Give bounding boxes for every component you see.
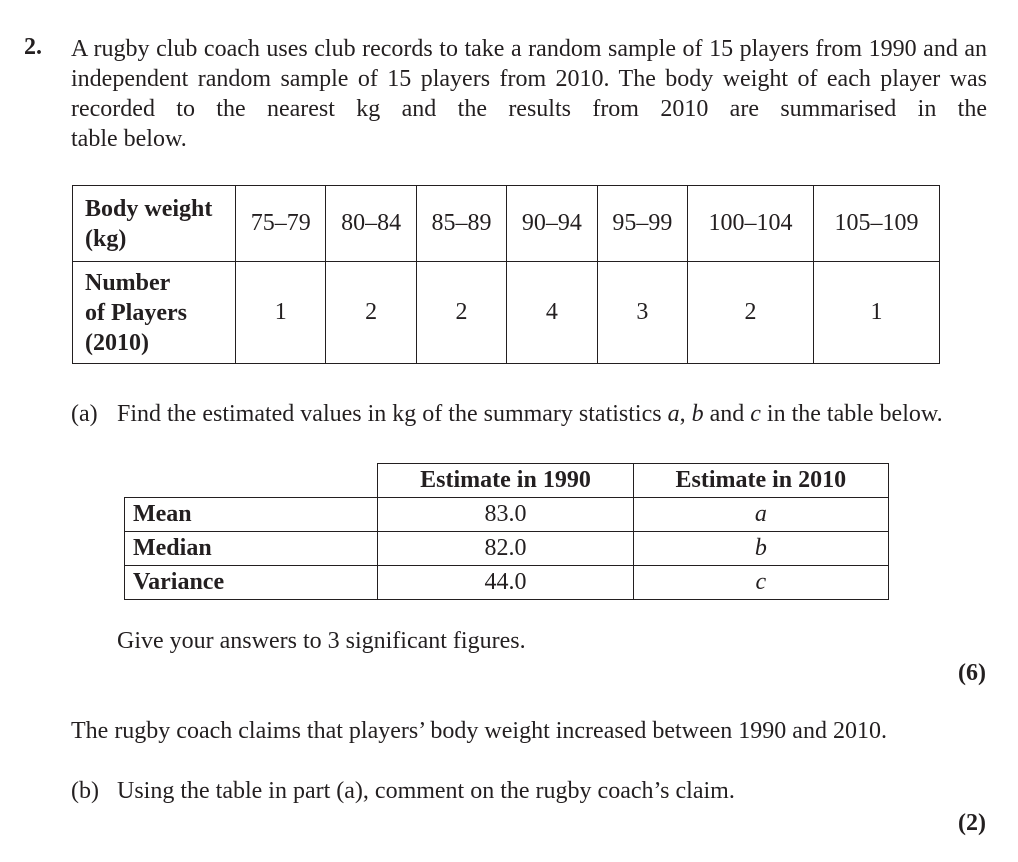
part-b-question xyxy=(71,778,735,805)
stat-label: Mean xyxy=(125,498,378,532)
summary-header-row xyxy=(125,464,889,498)
coach-claim: The rugby coach claims that players’ body weight increased between 1990 and 2010. xyxy=(71,718,887,744)
value-1990: 83.0 xyxy=(378,498,633,532)
part-a-question: (a) Find the estimated values in kg of the summary statistics a, b and c in the table below. xyxy=(71,401,943,427)
summary-corner-cell xyxy=(125,464,378,498)
weight-range: 75–79 xyxy=(236,186,326,262)
weight-row-header: Body weight (kg) xyxy=(73,186,236,262)
weight-range: 105–109 xyxy=(814,186,940,262)
question-number: 2. xyxy=(24,34,42,60)
intro-line-1: A rugby club coach uses club records to take a random sample of 15 players from 1990 xyxy=(71,36,917,62)
part-b-marks: (2) xyxy=(958,810,986,836)
players-row xyxy=(73,262,940,364)
player-count: 3 xyxy=(597,262,687,364)
weight-range: 100–104 xyxy=(688,186,814,262)
value-2010: c xyxy=(633,566,888,600)
player-count: 2 xyxy=(416,262,506,364)
intro-line-4: table below. xyxy=(71,126,187,152)
player-count: 1 xyxy=(236,262,326,364)
weight-frequency-table xyxy=(72,185,940,364)
part-b-label: (b) xyxy=(71,778,99,804)
intro-line-2: and an independent random sample of 15 players from 2010. The body weight of each xyxy=(71,36,988,92)
player-count: 2 xyxy=(326,262,416,364)
value-2010: a xyxy=(633,498,888,532)
player-count: 1 xyxy=(814,262,940,364)
player-count: 4 xyxy=(507,262,597,364)
col-1990-header: Estimate in 1990 xyxy=(378,464,633,498)
stat-label: Variance xyxy=(125,566,378,600)
weight-range: 80–84 xyxy=(326,186,416,262)
summary-row-mean xyxy=(125,498,889,532)
value-1990: 44.0 xyxy=(378,566,633,600)
weight-range: 90–94 xyxy=(507,186,597,262)
summary-statistics-table xyxy=(124,463,889,600)
significant-figures-instruction: Give your answers to 3 significant figures. xyxy=(117,628,526,654)
summary-row-median xyxy=(125,532,889,566)
weight-range: 95–99 xyxy=(597,186,687,262)
summary-row-variance xyxy=(125,566,889,600)
stat-label: Median xyxy=(125,532,378,566)
part-a-marks: (6) xyxy=(958,660,986,686)
weight-row xyxy=(73,186,940,262)
question-intro xyxy=(71,34,987,154)
part-b-text: Using the table in part (a), comment on the rugby coach’s claim. xyxy=(117,778,735,804)
intro-line-3: player was recorded to the nearest kg and the results from 2010 are summarised in the xyxy=(71,66,987,122)
weight-range: 85–89 xyxy=(416,186,506,262)
value-2010: b xyxy=(633,532,888,566)
col-2010-header: Estimate in 2010 xyxy=(633,464,888,498)
value-1990: 82.0 xyxy=(378,532,633,566)
player-count: 2 xyxy=(688,262,814,364)
part-a-label: (a) xyxy=(71,401,98,427)
players-row-header: Number of Players (2010) xyxy=(73,262,236,364)
